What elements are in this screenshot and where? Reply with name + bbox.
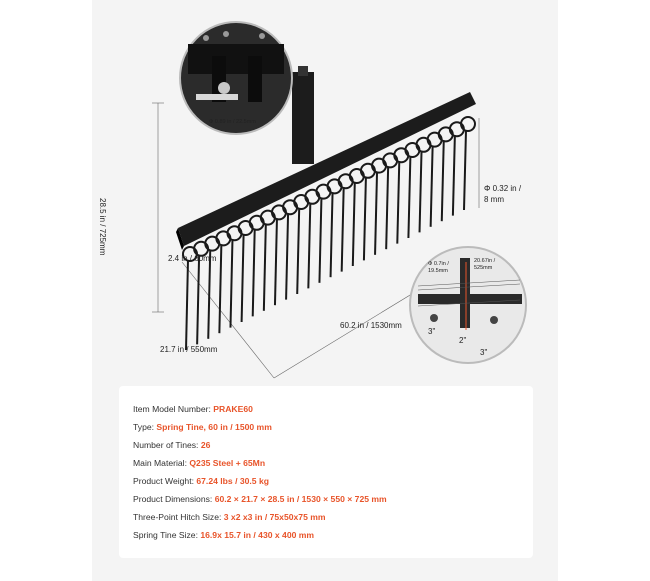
tine-leg [442,140,444,221]
spec-label: Main Material: [133,458,187,468]
hitch-pin-label-line2: 19.5mm [428,268,448,274]
spec-value: 67.24 lbs / 30.5 kg [196,476,269,486]
tine-leg [331,192,333,277]
tine-leg [197,255,199,345]
spec-label: Item Model Number: [133,404,211,414]
tine-leg [242,234,244,322]
tine-leg [420,151,422,233]
hitch-right-label: 3" [480,348,488,357]
spec-label: Spring Tine Size: [133,530,198,540]
tine-leg [386,166,388,249]
spec-dimensions [133,494,387,504]
hitch-zoom-circle [180,22,292,134]
tine-leg [408,156,410,238]
spec-label: Three-Point Hitch Size: [133,512,222,522]
bar-height-label: 2.4 in / 60mm [168,254,217,263]
tine-leg [397,161,399,243]
tine-leg [286,213,288,299]
tine-leg [453,135,455,215]
tine-coil [461,117,475,131]
height-label: 28.5 in / 725mm [98,198,107,256]
tine-leg [375,172,377,255]
spec-label: Product Dimensions: [133,494,213,504]
tine-leg [364,177,366,261]
spec-type [133,422,272,432]
tine-diameter-label-line2: 8 mm [484,195,504,204]
spec-value: 3 x2 x3 in / 75x50x75 mm [223,512,326,522]
spec-value: PRAKE60 [213,404,253,414]
spec-tine-size [133,530,314,540]
spec-model [133,404,253,414]
tine-leg [219,244,221,333]
hitch-left-label: 3" [428,327,436,336]
tine-leg [308,203,310,289]
spec-label: Type: [133,422,155,432]
tine-diameter-label-line1: Φ 0.32 in / [484,184,522,193]
spec-hitch-size [133,512,326,522]
hitch-pin-label-line1: Φ 0.7in / [428,261,449,267]
spec-value: Spring Tine, 60 in / 1500 mm [156,422,272,432]
tine-leg [431,146,433,227]
mast-label-line2: 525mm [474,265,493,271]
tine-leg [353,182,355,266]
spec-label: Number of Tines: [133,440,199,450]
tine-leg [230,239,232,327]
tine-leg [275,218,277,305]
spec-value: 26 [200,440,211,450]
spec-material [133,458,265,468]
spec-weight [133,476,269,486]
mast [292,66,314,164]
tine-leg [319,198,321,283]
spec-label: Product Weight: [133,476,194,486]
width-label: 60.2 in / 1530mm [340,321,402,330]
pin-diameter-label: Φ 0.89 in / 22.5mm [209,119,256,125]
hitch-center-label: 2" [459,336,467,345]
tine-leg [264,224,266,311]
depth-label: 21.7 in / 550mm [160,345,218,354]
tine-leg [186,260,188,350]
spec-tines [133,440,210,450]
spec-value: 60.2 × 21.7 × 28.5 in / 1530 × 550 × 725 mm [214,494,387,504]
spec-value: 16.9x 15.7 in / 430 x 400 mm [200,530,315,540]
tine-leg [342,187,344,271]
tine-leg [464,130,466,210]
tine-leg [297,208,299,294]
tine-leg [253,229,255,317]
specifications-card [119,386,533,558]
mast-label-line1: 20.67in / [474,258,496,264]
spec-value: Q235 Steel + 65Mn [189,458,266,468]
